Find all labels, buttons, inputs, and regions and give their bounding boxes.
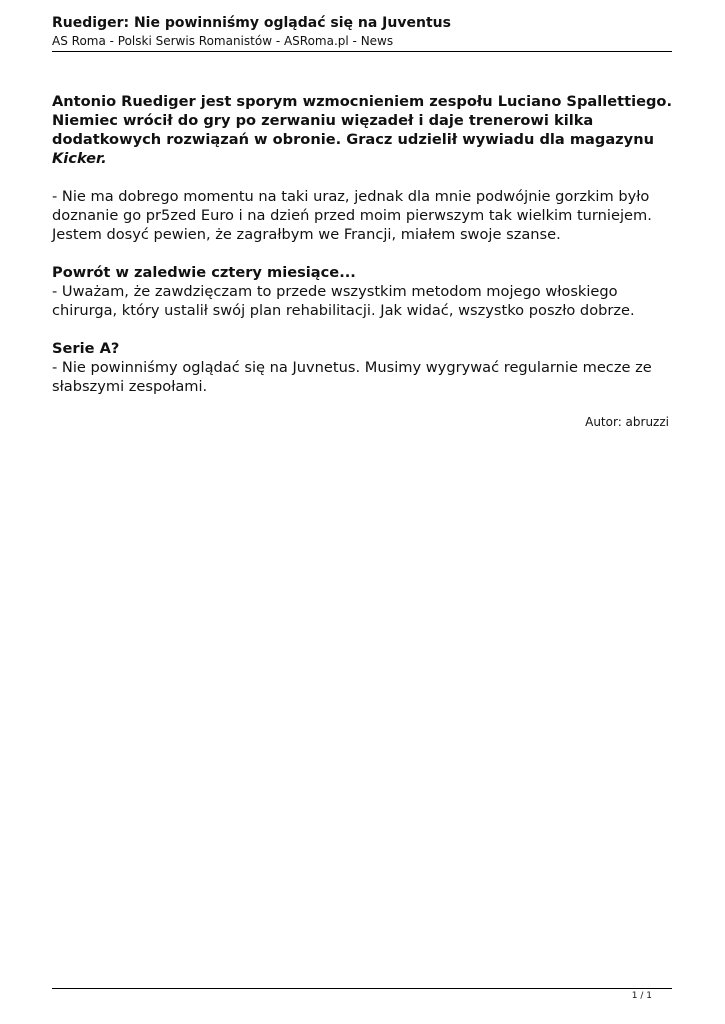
header-divider: [52, 51, 672, 52]
article-lead: [52, 92, 677, 168]
article-title: Ruediger: Nie powinniśmy oglądać się na Juventus: [52, 15, 451, 31]
question-3: Serie A?: [52, 340, 120, 357]
magazine-name: Kicker.: [52, 150, 107, 167]
answer-paragraph-1: - Nie ma dobrego momentu na taki uraz, jednak dla mnie podwójnie gorzkim było doznanie go pr5zed Euro i na dzień przed moim pierwszym tak wielkim turniejem. Jestem dosyć pewien, że zagrałbym we Francji, miałem swoje szanse.: [52, 188, 652, 243]
page-number: 1 / 1: [631, 991, 652, 1001]
interview-block-2: [52, 263, 677, 320]
article-body: [52, 92, 677, 415]
author-credit: Autor: abruzzi: [585, 415, 669, 429]
site-subtitle: AS Roma - Polski Serwis Romanistów - ASRoma.pl - News: [52, 34, 394, 48]
interview-block-3: [52, 339, 677, 396]
answer-paragraph-3: - Nie powinniśmy oglądać się na Juvnetus. Musimy wygrywać regularnie mecze ze słabszymi zespołami.: [52, 359, 652, 395]
footer-divider: [52, 988, 672, 989]
page-header: [52, 14, 672, 49]
question-2: Powrót w zaledwie cztery miesiące...: [52, 264, 356, 281]
answer-paragraph-2: - Uważam, że zawdzięczam to przede wszystkim metodom mojego włoskiego chirurga, który ustalił swój plan rehabilitacji. Jak widać, wszystko poszło dobrze.: [52, 283, 635, 319]
lead-text: Antonio Ruediger jest sporym wzmocnieniem zespołu Luciano Spallettiego. Niemiec wrócił do gry po zerwaniu więzadeł i daje trenerowi kilka dodatkowych rozwiązań w obronie. Gracz udzielił wywiadu dla magazynu: [52, 93, 673, 148]
